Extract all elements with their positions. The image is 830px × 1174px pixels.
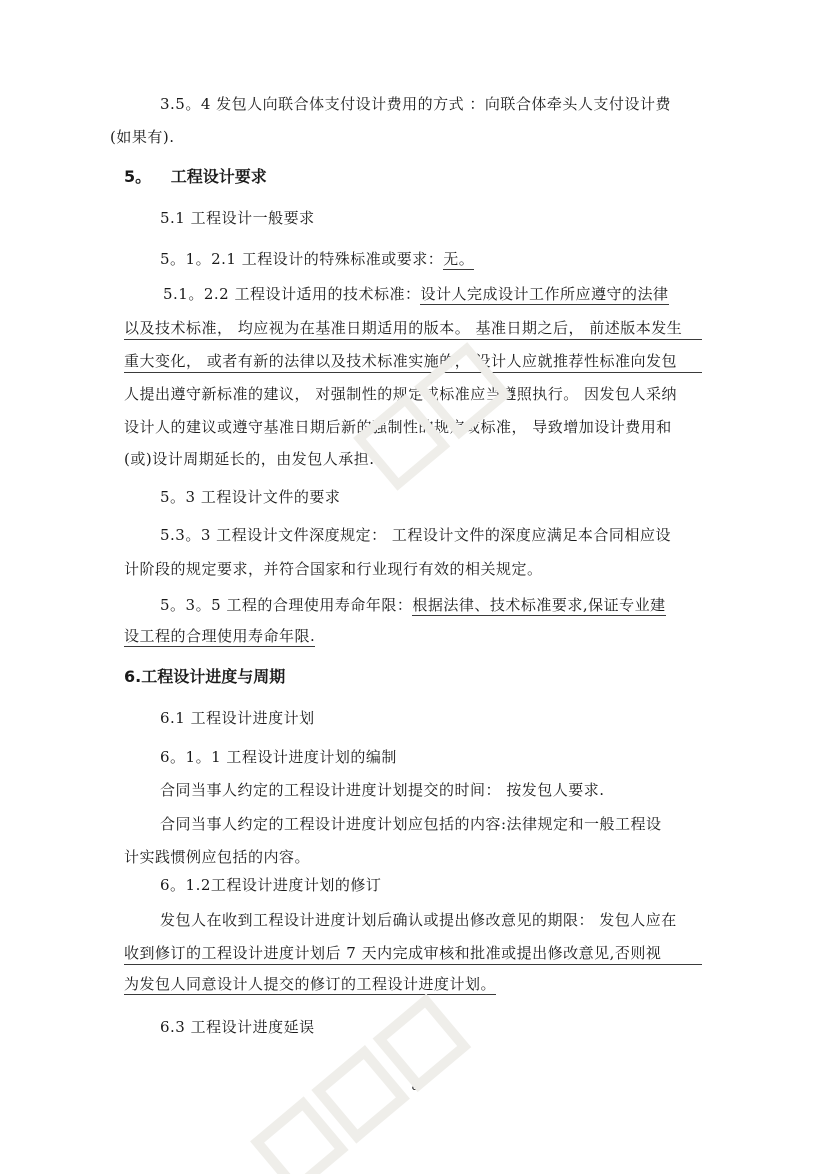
- section-5-heading: [124, 167, 267, 187]
- clause-5-3-5: 5。3。5 工程的合理使用寿命年限：根据法律、技术标准要求,保证专业建: [160, 596, 666, 614]
- subsection-6-3: 6.3 工程设计进度延误: [160, 1018, 315, 1036]
- paragraph-3-5-4-cont: (如果有).: [110, 128, 175, 146]
- clause-5-3-3-cont: 计阶段的规定要求，并符合国家和行业现行有效的相关规定。: [124, 560, 543, 578]
- section-number: 5。: [124, 167, 152, 186]
- watermark-block-4: [318, 1052, 403, 1137]
- subsection-6-1: 6.1 工程设计进度计划: [160, 709, 315, 727]
- clause-6-1-2-period-line2: 收到修订的工程设计进度计划后 7 天内完成审核和批准或提出修改意见,否则视: [124, 943, 702, 965]
- clause-5-1-2-2-line3: 重大变化， 或者有新的法律以及技术标准实施的， 设计人应就推荐性标准向发包: [124, 351, 702, 373]
- clause-6-1-2-period-line3: 为发包人同意设计人提交的修订的工程设计进度计划。: [124, 975, 497, 993]
- clause-5-1-2-2-line6: (或)设计周期延长的，由发包人承担.: [124, 450, 375, 468]
- section-title: 工程设计要求: [170, 167, 267, 186]
- watermark-block-1: [359, 400, 444, 485]
- clause-5-1-2-2-line2: 以及技术标准， 均应视为在基准日期适用的版本。 基准日期之后， 前述版本发生: [124, 318, 702, 340]
- subsection-5-3: 5。3 工程设计文件的要求: [160, 488, 341, 506]
- page-number: 8: [411, 1080, 419, 1093]
- clause-5-3-3: 5.3。3 工程设计文件深度规定： 工程设计文件的深度应满足本合同相应设: [160, 526, 671, 544]
- watermark-block-3: [257, 1103, 342, 1174]
- watermark-block-5: [380, 1001, 465, 1086]
- section-6-heading: 6.工程设计进度与周期: [124, 667, 286, 686]
- subsection-5-1: 5.1 工程设计一般要求: [160, 209, 315, 227]
- clause-5-3-5-cont: 设工程的合理使用寿命年限.: [124, 627, 316, 645]
- paragraph-3-5-4: 3.5。4 发包人向联合体支付设计费用的方式 ：向联合体牵头人支付设计费: [160, 95, 671, 113]
- clause-5-1-2-2: 5.1。2.2 工程设计适用的技术标准：设计人完成设计工作所应遵守的法律: [163, 285, 669, 303]
- clause-6-1-1-content: 合同当事人约定的工程设计进度计划应包括的内容:法律规定和一般工程设: [160, 815, 662, 833]
- clause-6-1-1-content-cont: 计实践惯例应包括的内容。: [124, 848, 311, 866]
- clause-6-1-2-period: 发包人在收到工程设计进度计划后确认或提出修改意见的期限： 发包人应在: [160, 911, 677, 929]
- clause-5-1-2-1: 5。1。2.1 工程设计的特殊标准或要求：无。: [160, 250, 475, 268]
- clause-6-1-1-submission-time: 合同当事人约定的工程设计进度计划提交的时间： 按发包人要求.: [160, 781, 605, 799]
- clause-5-1-2-2-line5: 设计人的建议或遵守基准日期后新的强制性的规定或标准， 导致增加设计费用和: [124, 418, 672, 436]
- clause-6-1-1: 6。1。1 工程设计进度计划的编制: [160, 748, 397, 766]
- clause-5-1-2-2-line4: 人提出遵守新标准的建议， 对强制性的规定或标准应当遵照执行。 因发包人采纳: [124, 385, 678, 403]
- clause-6-1-2: 6。1.2工程设计进度计划的修订: [160, 876, 382, 894]
